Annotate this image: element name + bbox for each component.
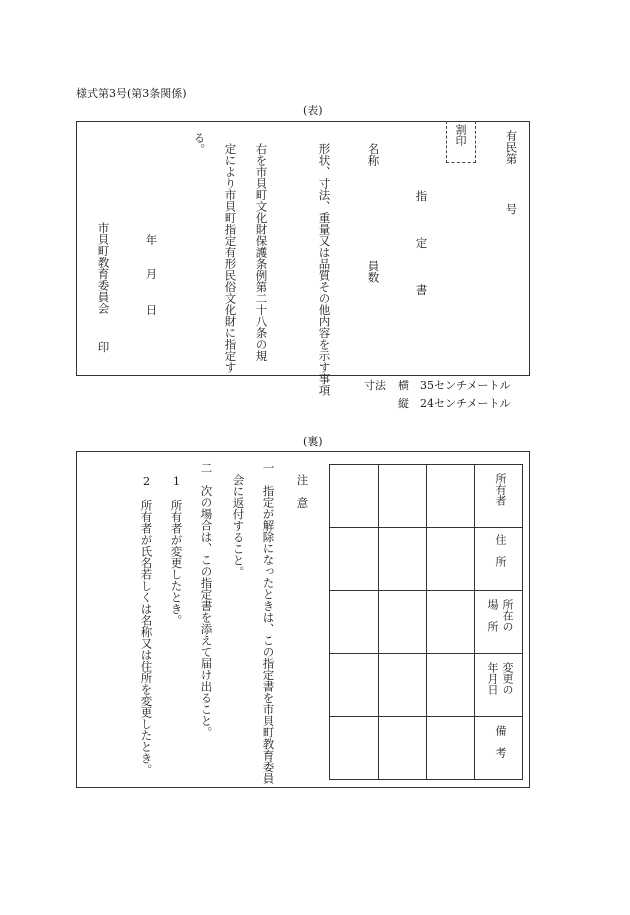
location-change-label-cell xyxy=(475,591,523,654)
issuer-name: 市貝町教育委員会 xyxy=(96,222,111,314)
certificate-number-suffix: 号 xyxy=(504,203,519,215)
body-line-1: 右を市貝町文化財保護条例第二十八条の規 xyxy=(254,143,269,362)
location-change-label-2: 場 所 xyxy=(485,599,499,632)
certificate-number-label: 有民第 xyxy=(504,130,519,165)
form-number: 様式第3号(第3条関係) xyxy=(76,87,187,100)
note-1-line-1: 一 指定が解除になったときは、この指定書を市貝町教育委員 xyxy=(261,462,276,784)
change-date-label-1: 変更の xyxy=(500,662,514,695)
body-line-3: る。 xyxy=(192,132,207,155)
records-table xyxy=(329,464,523,780)
remarks-label-cell xyxy=(475,717,523,780)
note-1-line-2: 会に返付すること。 xyxy=(231,474,246,578)
date-year: 年 xyxy=(144,234,159,246)
title-char-3: 書 xyxy=(414,284,429,296)
title-char-1: 指 xyxy=(414,190,429,202)
owner-label-cell xyxy=(475,465,523,528)
dimensions-width: 横 35センチメートル xyxy=(398,379,511,392)
front-heading: (表) xyxy=(303,104,323,117)
title-char-2: 定 xyxy=(414,237,429,249)
change-date-label-2: 年月日 xyxy=(485,662,499,695)
location-change-label-1: 所在の xyxy=(500,599,514,632)
seal-label: 割印 xyxy=(454,124,467,146)
note-2: 二 次の場合は、この指定書を添えて届け出ること。 xyxy=(199,462,214,738)
note-item-1: 1 所有者が変更したとき。 xyxy=(169,474,184,626)
owner-label: 所有者 xyxy=(493,473,507,506)
description-text: 形状、寸法、重量又は品質その他内容を示す事項 xyxy=(317,143,332,396)
remarks-label: 備 考 xyxy=(493,725,507,758)
date-month: 月 xyxy=(144,268,159,280)
count-label: 員数 xyxy=(366,260,381,283)
dimensions-label: 寸法 xyxy=(364,379,386,392)
dimensions-height: 縦 24センチメートル xyxy=(398,397,511,410)
name-label: 名称 xyxy=(366,143,381,166)
body-line-2: 定により市貝町指定有形民俗文化財に指定す xyxy=(223,143,238,373)
change-date-label-cell xyxy=(475,654,523,717)
note-item-2: 2 所有者が氏名若しくは名称又は住所を変更したとき。 xyxy=(139,474,154,776)
address-label: 住 所 xyxy=(493,534,507,567)
notes-title: 注 意 xyxy=(295,474,310,509)
date-day: 日 xyxy=(144,304,159,316)
back-heading: (裏) xyxy=(303,435,323,448)
issuer-seal: 印 xyxy=(96,341,111,353)
address-label-cell xyxy=(475,528,523,591)
